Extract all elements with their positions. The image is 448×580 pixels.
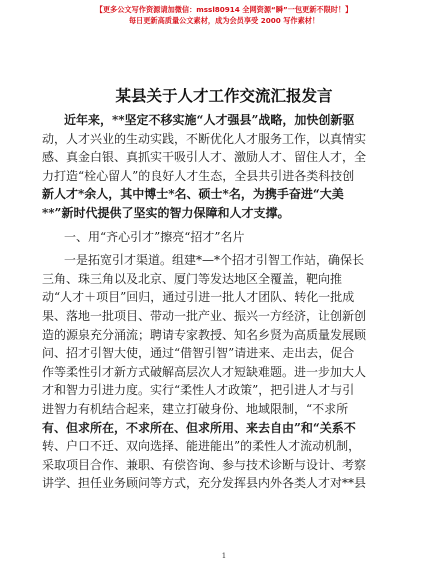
paragraph-line: **”新时代提供了坚实的智力保障和人才支撑。 [42, 205, 290, 220]
paragraph-line: 动，人才兴业的生动实践，不断优化人才服务工作，以真情实 [42, 131, 367, 146]
page-number: 1 [221, 552, 227, 560]
paragraph-line: 才和智力引进力度。实行“柔性人才政策”，把引进人才与引 [42, 383, 355, 398]
paragraph-line: 作等柔性引才新方式破解高层次人才短缺难题。进一步加大人 [42, 364, 367, 379]
section-heading: 一、用“齐心引才”擦亮“招才”名片 [64, 229, 245, 244]
paragraph-line: 力打造“栓心留人”的良好人才生态，全县共引进各类科技创 [42, 168, 355, 183]
paragraph-line: 采取项目合作、兼职、有偿咨询、参与技术诊断与设计、考察 [42, 457, 367, 472]
document-title: 某县关于人才工作交流汇报发言 [115, 87, 333, 105]
paragraph-line: 新人才*余人，其中博士*名、硕士*名，为携手奋进“大美 [42, 187, 344, 202]
paragraph-line: 果、落地一批项目、带动一批产业、振兴一方经济，让创新创 [42, 308, 367, 323]
promo-banner-line-1: 【更多公文写作资源请加微信：mssl80914 全网资源“瞬”一包更新不限时！】 [95, 5, 353, 14]
promo-banner [0, 4, 448, 26]
paragraph-line [42, 111, 404, 130]
paragraph-line: 转、户口不迁、双向选择、能进能出”的柔性人才流动机制， [42, 439, 361, 454]
paragraph-line: 动“人才＋项目”回归，通过引进一批人才团队、转化一批成 [42, 290, 355, 305]
paragraph-line: 有、但求所在，不求所在、但求所用、来去自由”和“关系不 [42, 420, 356, 435]
paragraph-line-text: 近年来，**坚定不移实施“人才强县”战略，加快创新驱 [64, 113, 355, 127]
promo-banner-line-2: 每日更新高质量公文素材，成为会员享受 2000 写作素材！ [128, 16, 320, 25]
document-body [42, 111, 404, 493]
paragraph-line: 感、真金白银、真抓实干吸引人才、激励人才、留住人才，全 [42, 150, 367, 165]
paragraph-line: 讲学、担任业务顾问等方式，充分发挥县内外各类人才对**县 [42, 476, 367, 491]
paragraph-line: 造的源泉充分涌流；聘请专家教授、知名乡贤为高质量发展顾 [42, 327, 367, 342]
paragraph-line: 问、招才引智大使，通过“借智引智”请进来、走出去，促合 [42, 346, 355, 361]
paragraph-line: 三角、珠三角以及北京、厦门等发达地区全覆盖，靶向推 [42, 271, 343, 286]
paragraph-line: 一是拓宽引才渠道。组建*—*个招才引智工作站，确保长 [64, 253, 365, 268]
paragraph-line: 进智力有机结合起来，建立打破身份、地域限制，“不求所 [42, 401, 349, 416]
